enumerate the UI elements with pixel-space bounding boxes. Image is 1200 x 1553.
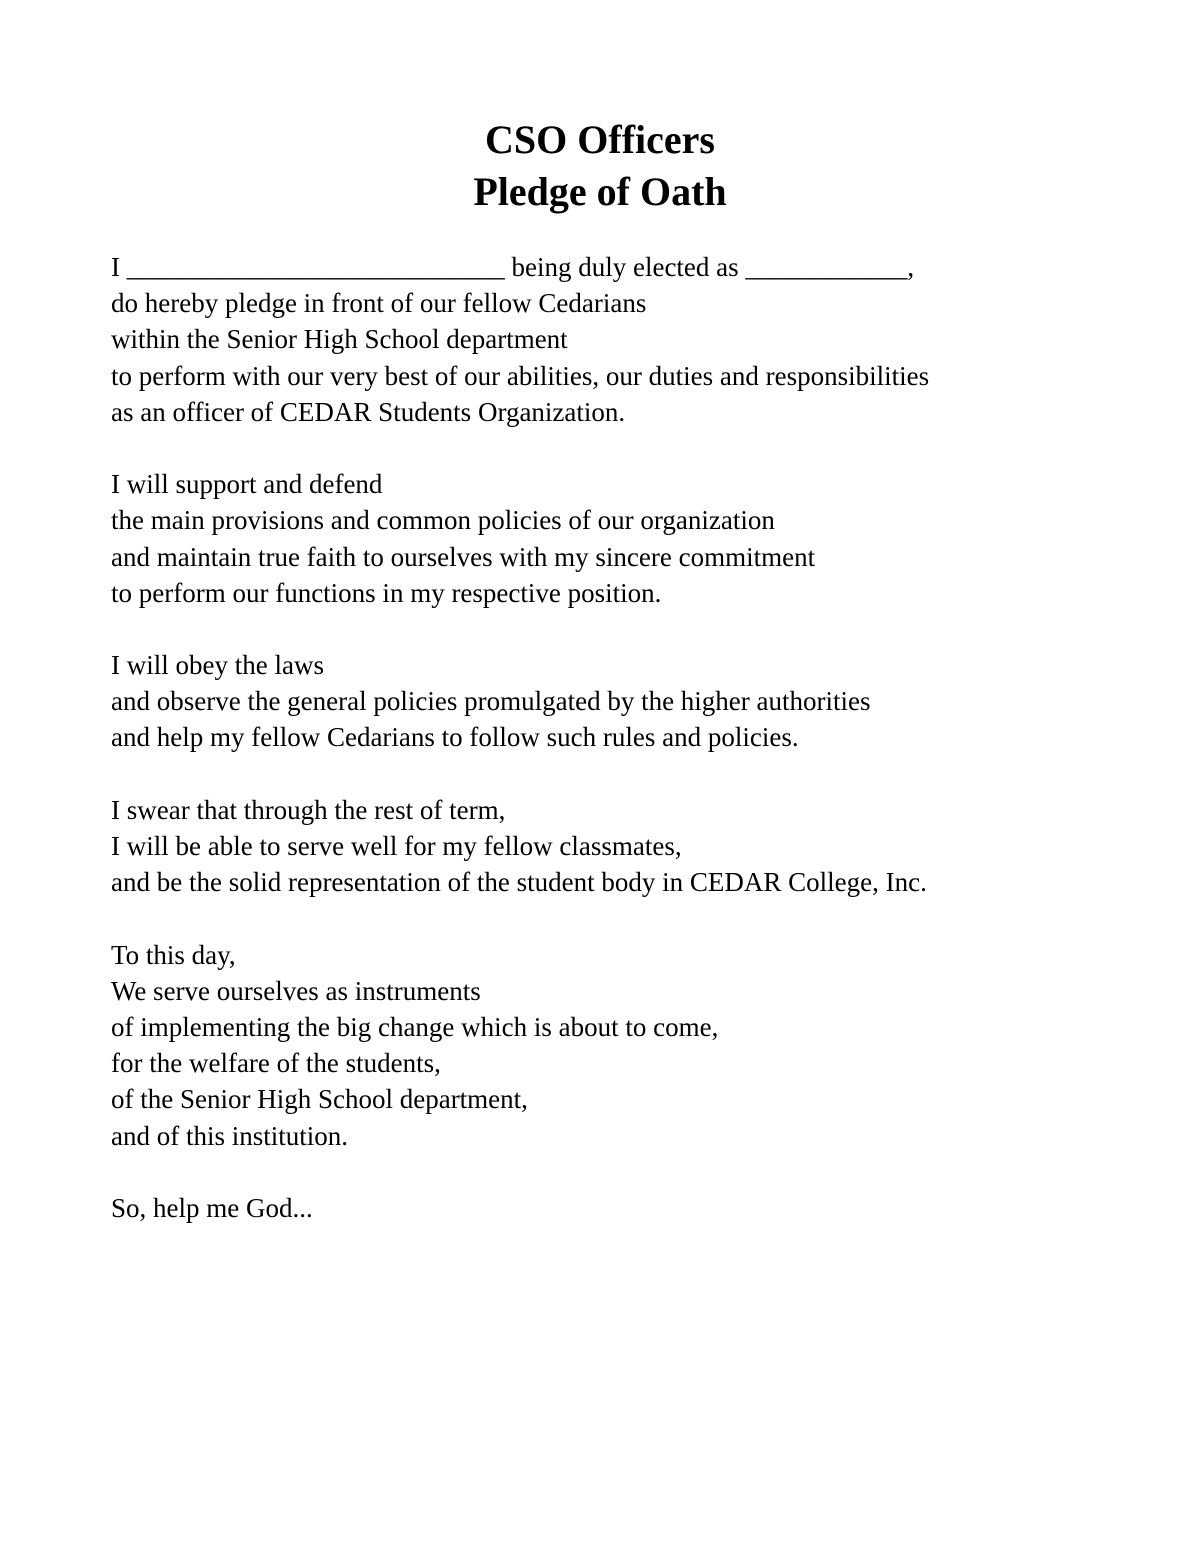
- paragraph-3: [111, 647, 1171, 756]
- text-line: and of this institution.: [111, 1120, 349, 1151]
- text-line: and maintain true faith to ourselves with my sincere commitment: [111, 541, 816, 572]
- paragraph-spacer: [111, 756, 1171, 792]
- text-line: I swear that through the rest of term,: [111, 794, 506, 825]
- paragraph-4: [111, 792, 1171, 901]
- text-line: within the Senior High School department: [111, 324, 568, 355]
- text-line: To this day,: [111, 939, 236, 970]
- title-line-2: Pledge of Oath: [473, 169, 727, 214]
- text-line: I will be able to serve well for my fellow classmates,: [111, 831, 682, 861]
- text-line: and observe the general policies promulgated by the higher authorities: [111, 686, 871, 717]
- closing-line: So, help me God...: [111, 1192, 313, 1223]
- text-line: of implementing the big change which is about to come,: [111, 1011, 719, 1042]
- paragraph-spacer: [111, 430, 1171, 466]
- text-line: I will support and defend: [111, 469, 383, 500]
- paragraph-1: [111, 249, 1171, 430]
- title-line-1: CSO Officers: [485, 117, 715, 162]
- oath-body: [111, 249, 1171, 1226]
- text-line: as an officer of CEDAR Students Organization.: [111, 396, 626, 427]
- text-line: I will obey the laws: [111, 650, 324, 681]
- document-title: [0, 114, 1200, 218]
- text-line: to perform with our very best of our abilities, our duties and responsibilities: [111, 360, 930, 391]
- text-line: do hereby pledge in front of our fellow Cedarians: [111, 288, 647, 319]
- text-line: and be the solid representation of the student body in CEDAR College, Inc.: [111, 867, 927, 898]
- paragraph-spacer: [111, 900, 1171, 936]
- paragraph-6: [111, 1190, 1171, 1226]
- text-line: for the welfare of the students,: [111, 1048, 441, 1079]
- paragraph-5: [111, 937, 1171, 1154]
- text-line: I ____________________________ being duly elected as ____________,: [111, 252, 915, 282]
- text-line: the main provisions and common policies of our organization: [111, 505, 775, 536]
- text-line: and help my fellow Cedarians to follow such rules and policies.: [111, 722, 799, 753]
- text-line: of the Senior High School department,: [111, 1084, 528, 1115]
- text-line: We serve ourselves as instruments: [111, 975, 481, 1006]
- paragraph-spacer: [111, 611, 1171, 647]
- text-line: to perform our functions in my respective position.: [111, 577, 662, 608]
- paragraph-spacer: [111, 1154, 1171, 1190]
- paragraph-2: [111, 466, 1171, 611]
